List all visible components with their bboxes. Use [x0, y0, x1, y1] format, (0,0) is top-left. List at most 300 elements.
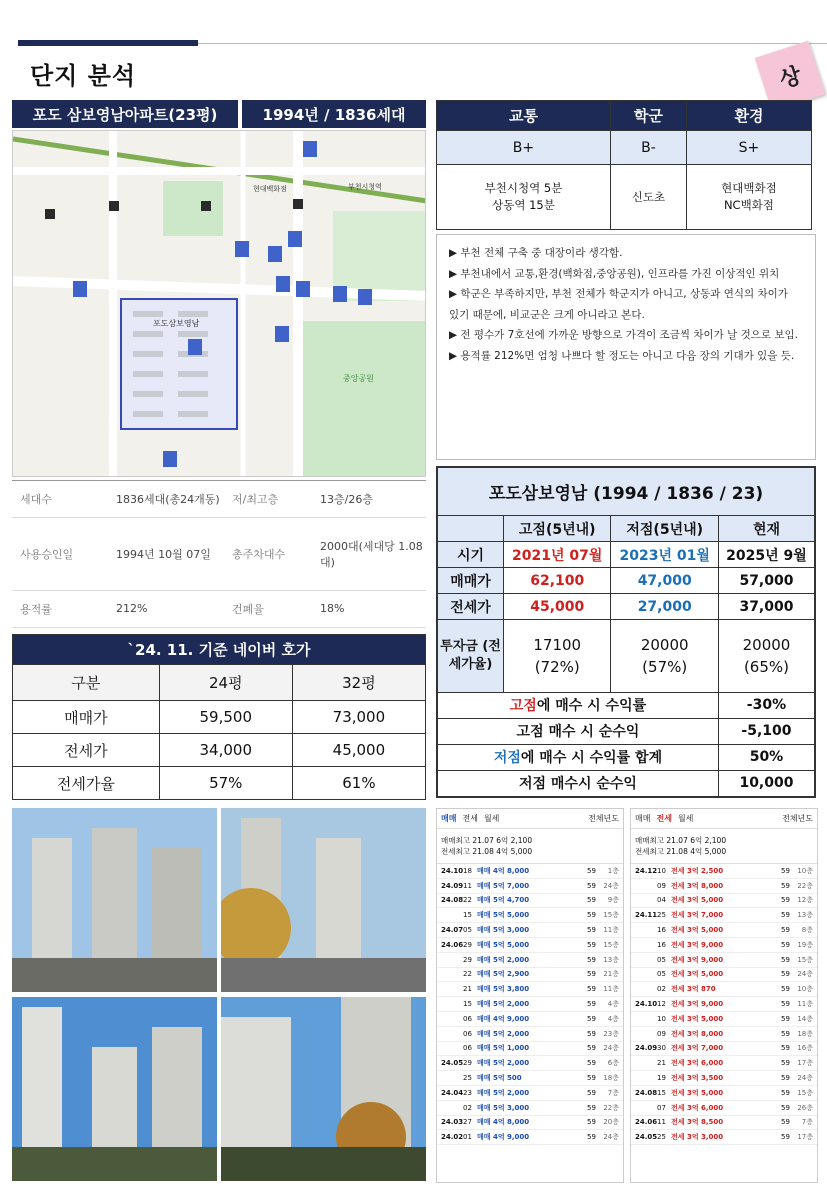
- list-price: 전세 3억 3,500: [671, 1074, 724, 1083]
- list-size: 59: [587, 926, 596, 935]
- school-detail: 신도초: [610, 165, 686, 230]
- list-floor: 14층: [797, 1014, 813, 1023]
- list-day: 09: [657, 881, 666, 890]
- grade-school: B-: [610, 131, 686, 165]
- list-item[interactable]: [631, 997, 817, 1012]
- photo-1: [12, 808, 217, 992]
- list-price: 전세 3억 8,000: [671, 1029, 724, 1038]
- list-item[interactable]: [437, 1071, 623, 1086]
- list-size: 59: [587, 1133, 596, 1142]
- list-price: 전세 3억 6,000: [671, 1059, 724, 1068]
- list-floor: 24층: [603, 881, 619, 890]
- list-day: 29: [463, 1059, 472, 1068]
- list-price: 매매 5억 2,000: [477, 955, 530, 964]
- info-households-label: 세대수: [12, 481, 108, 517]
- list-item[interactable]: [631, 1027, 817, 1042]
- naver-row-label: 매매가: [13, 701, 160, 734]
- list-size: 59: [781, 970, 790, 979]
- list-size: 59: [587, 1029, 596, 1038]
- grade-badge: 상: [755, 41, 826, 112]
- list-date: 24.12: [635, 866, 658, 875]
- info-parking-label: 총주차대수: [224, 517, 312, 590]
- summary-high-yield: 고점에 매수 시 수익률: [438, 692, 719, 718]
- info-parking: 2000대(세대당 1.08대): [312, 517, 426, 590]
- list-size: 59: [587, 1014, 596, 1023]
- list-date: 24.02: [441, 1133, 464, 1142]
- list-highs: 매매최고 21.07 6억 2,100 전세최고 21.08 4억 5,000: [437, 829, 623, 864]
- list-size: 59: [587, 985, 596, 994]
- list-date: 24.10: [635, 1000, 658, 1009]
- list-price: 전세 3억 9,000: [671, 1000, 724, 1009]
- list-day: 29: [463, 940, 472, 949]
- list-price: 전세 3억 870: [671, 985, 716, 994]
- sale-label: 매매가: [438, 568, 504, 594]
- list-floor: 9층: [607, 896, 619, 905]
- list-item[interactable]: [437, 879, 623, 894]
- jeonse-label: 전세가: [438, 594, 504, 620]
- naver-header-category: 구분: [13, 665, 160, 701]
- list-day: 22: [463, 896, 472, 905]
- list-floor: 24층: [797, 1074, 813, 1083]
- list-day: 30: [657, 1044, 666, 1053]
- list-date: 24.08: [441, 896, 464, 905]
- list-size: 59: [587, 1088, 596, 1097]
- list-day: 25: [463, 1074, 472, 1083]
- list-floor: 6층: [607, 1059, 619, 1068]
- list-day: 23: [463, 1088, 472, 1097]
- title-accent-bar: [18, 40, 198, 46]
- list-item[interactable]: [631, 1042, 817, 1057]
- list-tabs: [631, 809, 817, 829]
- list-size: 59: [781, 955, 790, 964]
- list-day: 15: [463, 911, 472, 920]
- list-item[interactable]: [631, 1012, 817, 1027]
- list-size: 59: [587, 866, 596, 875]
- list-day: 11: [657, 1118, 666, 1127]
- list-size: 59: [781, 1118, 790, 1127]
- list-price: 매매 5억 5,000: [477, 940, 530, 949]
- list-day: 05: [657, 970, 666, 979]
- summary-low-yield: 저점에 매수 시 수익률 합계: [438, 744, 719, 770]
- naver-row-label: 전세가: [13, 734, 160, 767]
- photo-3: [12, 997, 217, 1181]
- list-floor: 18층: [797, 1029, 813, 1038]
- info-floors: 13층/26층: [312, 481, 426, 517]
- list-floor: 11층: [603, 926, 619, 935]
- period-high: 2021년 07월: [504, 542, 611, 568]
- invest-now: 20000 (65%): [718, 620, 814, 692]
- list-day: 01: [463, 1133, 472, 1142]
- jeonse-low: 27,000: [611, 594, 718, 620]
- price-header-now: 현재: [718, 516, 814, 542]
- price-header-high: 고점(5년내): [504, 516, 611, 542]
- sale-low: 47,000: [611, 568, 718, 594]
- list-price: 전세 3억 8,500: [671, 1118, 724, 1127]
- list-item[interactable]: [437, 1101, 623, 1116]
- list-day: 06: [463, 1014, 472, 1023]
- complex-year-units: 1994년 / 1836세대: [242, 100, 426, 128]
- naver-cell: 59,500: [159, 701, 292, 734]
- map-label-complex: 포도삼보영남: [153, 319, 200, 328]
- tab-sale[interactable]: 매매: [441, 814, 457, 823]
- list-price: 매매 5억 4,700: [477, 896, 530, 905]
- list-size: 59: [587, 955, 596, 964]
- tab-monthly[interactable]: 월세: [677, 814, 694, 823]
- list-price: 매매 4억 9,000: [477, 1014, 530, 1023]
- list-size: 59: [587, 1103, 596, 1112]
- list-price: 매매 5억 3,000: [477, 926, 530, 935]
- list-day: 21: [657, 1059, 666, 1068]
- list-price: 매매 5억 5,000: [477, 911, 530, 920]
- naver-cell: 61%: [292, 767, 425, 800]
- info-approval-label: 사용승인일: [12, 517, 108, 590]
- list-item[interactable]: [631, 982, 817, 997]
- list-date: 24.10: [441, 866, 464, 875]
- info-households: 1836세대(총24개동): [108, 481, 224, 517]
- list-highs: 매매최고 21.07 6억 2,100 전세최고 21.08 4억 5,000: [631, 829, 817, 864]
- list-price: 전세 3억 3,000: [671, 1133, 724, 1142]
- list-price: 전세 3억 5,000: [671, 1014, 724, 1023]
- list-floor: 26층: [797, 1103, 813, 1112]
- list-day: 02: [657, 985, 666, 994]
- list-price: 전세 3억 7,000: [671, 911, 724, 920]
- summary-high-yield-value: -30%: [718, 692, 814, 718]
- list-day: 22: [463, 970, 472, 979]
- environment-detail: 현대백화점 NC백화점: [686, 165, 811, 230]
- list-day: 21: [463, 985, 472, 994]
- list-item[interactable]: [631, 908, 817, 923]
- list-item[interactable]: [631, 1086, 817, 1101]
- list-day: 04: [657, 896, 666, 905]
- rating-header-environment: 환경: [686, 101, 811, 131]
- list-price: 전세 3억 5,000: [671, 1088, 724, 1097]
- list-size: 59: [587, 881, 596, 890]
- list-size: 59: [587, 1118, 596, 1127]
- list-date: 24.05: [441, 1059, 464, 1068]
- list-item[interactable]: [631, 1071, 817, 1086]
- list-price: 매매 5억 2,000: [477, 1088, 530, 1097]
- list-floor: 16층: [797, 1044, 813, 1053]
- list-day: 05: [657, 955, 666, 964]
- info-bcr: 18%: [312, 590, 426, 627]
- list-item[interactable]: [437, 894, 623, 909]
- list-size: 59: [781, 896, 790, 905]
- list-date: 24.06: [635, 1118, 658, 1127]
- list-day: 06: [463, 1044, 472, 1053]
- info-far-label: 용적률: [12, 590, 108, 627]
- transport-detail: 부천시청역 5분 상동역 15분: [437, 165, 611, 230]
- list-floor: 13층: [797, 911, 813, 920]
- list-tabs: [437, 809, 623, 829]
- invest-low: 20000 (57%): [611, 620, 718, 692]
- info-approval: 1994년 10월 07일: [108, 517, 224, 590]
- note-line: ▶ 전 평수가 7호선에 가까운 방향으로 가격이 조금씩 차이가 날 것으로 보임.: [449, 329, 798, 341]
- note-line: ▶ 부천 전체 구축 중 대장이라 생각함.: [449, 247, 623, 259]
- list-size: 59: [781, 985, 790, 994]
- grade-environment: S+: [686, 131, 811, 165]
- list-rows: [437, 864, 623, 1145]
- list-day: 10: [657, 866, 666, 875]
- list-day: 25: [657, 1133, 666, 1142]
- note-line: ▶ 부천내에서 교통,환경(백화점,중앙공원), 인프라를 가진 이상적인 위치: [449, 267, 780, 280]
- tab-jeonse[interactable]: 전세: [462, 814, 478, 823]
- list-day: 05: [463, 926, 472, 935]
- list-floor: 15층: [797, 955, 813, 964]
- sale-high: 62,100: [504, 568, 611, 594]
- list-floor: 12층: [797, 896, 813, 905]
- list-day: 16: [657, 940, 666, 949]
- list-item[interactable]: [437, 1116, 623, 1131]
- list-size: 59: [587, 1074, 596, 1083]
- list-item[interactable]: [437, 968, 623, 983]
- list-day: 15: [657, 1088, 666, 1097]
- list-day: 16: [657, 926, 666, 935]
- map-graphic: [13, 131, 426, 477]
- list-price: 매매 5억 3,000: [477, 1103, 530, 1112]
- list-price: 매매 4억 9,000: [477, 1133, 530, 1142]
- list-item[interactable]: [631, 1101, 817, 1116]
- period-now: 2025년 9월: [718, 542, 814, 568]
- list-date: 24.09: [441, 881, 464, 890]
- naver-header-24: 24평: [159, 665, 292, 701]
- list-item[interactable]: [631, 879, 817, 894]
- tab-sale[interactable]: 매매: [635, 814, 651, 823]
- list-floor: 7층: [801, 1118, 813, 1127]
- price-header-low: 저점(5년내): [611, 516, 718, 542]
- list-floor: 8층: [801, 926, 813, 935]
- list-day: 06: [463, 1029, 472, 1038]
- list-date: 24.08: [635, 1088, 658, 1097]
- list-floor: 22층: [603, 1103, 619, 1112]
- list-floor: 4층: [607, 1000, 619, 1009]
- list-date: 24.09: [635, 1044, 658, 1053]
- list-day: 19: [657, 1074, 666, 1083]
- price-header-blank: [438, 516, 504, 542]
- list-date: 24.05: [635, 1133, 658, 1142]
- summary-low-profit-value: 10,000: [718, 770, 814, 796]
- jeonse-now: 37,000: [718, 594, 814, 620]
- list-item[interactable]: [437, 864, 623, 879]
- rating-header-transport: 교통: [437, 101, 611, 131]
- sale-now: 57,000: [718, 568, 814, 594]
- list-day: 09: [657, 1029, 666, 1038]
- complex-info-table: [12, 480, 426, 628]
- list-item[interactable]: [437, 1042, 623, 1057]
- list-size: 59: [587, 1059, 596, 1068]
- list-item[interactable]: [631, 1116, 817, 1131]
- list-size: 59: [587, 911, 596, 920]
- list-floor: 15층: [797, 1088, 813, 1097]
- price-table-title: 포도삼보영남 (1994 / 1836 / 23): [438, 468, 815, 516]
- list-price: 전세 3억 9,000: [671, 955, 724, 964]
- list-floor: 11층: [603, 985, 619, 994]
- rating-header-school: 학군: [610, 101, 686, 131]
- complex-photos: [12, 808, 426, 1183]
- map-label-department: 현대백화점: [253, 185, 287, 193]
- list-size: 59: [587, 970, 596, 979]
- list-rows: [631, 864, 817, 1145]
- info-far: 212%: [108, 590, 224, 627]
- ratings-table: [436, 100, 812, 230]
- list-item[interactable]: [437, 1056, 623, 1071]
- list-floor: 22층: [797, 881, 813, 890]
- list-size: 59: [781, 926, 790, 935]
- list-floor: 19층: [797, 940, 813, 949]
- list-item[interactable]: [631, 968, 817, 983]
- list-price: 전세 3억 7,000: [671, 1044, 724, 1053]
- list-item[interactable]: [437, 982, 623, 997]
- invest-label: 투자금 (전세가율): [438, 620, 504, 692]
- list-day: 12: [657, 1000, 666, 1009]
- list-floor: 4층: [607, 1014, 619, 1023]
- tab-jeonse[interactable]: 전세: [656, 814, 672, 823]
- list-item[interactable]: [437, 1027, 623, 1042]
- jeonse-transaction-list: [630, 808, 818, 1183]
- list-price: 매매 5억 2,000: [477, 1000, 530, 1009]
- jeonse-high: 45,000: [504, 594, 611, 620]
- naver-cell: 34,000: [159, 734, 292, 767]
- list-price: 매매 5억 3,800: [477, 985, 530, 994]
- list-floor: 10층: [797, 866, 813, 875]
- list-item[interactable]: [437, 1130, 623, 1145]
- list-price: 매매 5억 2,000: [477, 1059, 530, 1068]
- list-size: 59: [781, 1029, 790, 1038]
- list-item[interactable]: [631, 923, 817, 938]
- list-size: 59: [781, 881, 790, 890]
- list-size: 59: [781, 1133, 790, 1142]
- list-floor: 24층: [797, 970, 813, 979]
- list-price: 전세 3억 5,000: [671, 896, 724, 905]
- list-floor: 15층: [603, 911, 619, 920]
- list-floor: 1층: [607, 866, 619, 875]
- list-day: 25: [657, 911, 666, 920]
- note-line: ▶ 용적률 212%면 엄청 나쁘다 할 정도는 아니고 다음 장의 기대가 있을 듯.: [449, 349, 795, 362]
- list-item[interactable]: [437, 908, 623, 923]
- list-price: 매매 5억 1,000: [477, 1044, 530, 1053]
- list-floor: 23층: [603, 1029, 619, 1038]
- naver-row-label: 전세가율: [13, 767, 160, 800]
- list-price: 매매 5억 2,900: [477, 970, 530, 979]
- note-line: ▶ 학군은 부족하지만, 부천 전체가 학군지가 아니고, 상동과 연식의 차이가: [449, 288, 788, 300]
- list-price: 매매 4억 8,000: [477, 866, 530, 875]
- list-item[interactable]: [437, 1086, 623, 1101]
- naver-cell: 57%: [159, 767, 292, 800]
- page-title: 단지 분석: [30, 62, 137, 90]
- list-item[interactable]: [631, 938, 817, 953]
- summary-high-profit-value: -5,100: [718, 718, 814, 744]
- list-item[interactable]: [631, 864, 817, 879]
- naver-cell: 45,000: [292, 734, 425, 767]
- info-bcr-label: 건폐율: [224, 590, 312, 627]
- list-item[interactable]: [631, 1130, 817, 1145]
- list-day: 27: [463, 1118, 472, 1127]
- map-label-park: 중앙공원: [343, 374, 374, 383]
- list-item[interactable]: [631, 1056, 817, 1071]
- list-floor: 11층: [797, 1000, 813, 1009]
- list-floor: 21층: [603, 970, 619, 979]
- list-item[interactable]: [631, 894, 817, 909]
- list-size: 59: [781, 1014, 790, 1023]
- list-item[interactable]: [437, 953, 623, 968]
- invest-high: 17100 (72%): [504, 620, 611, 692]
- grade-transport: B+: [437, 131, 611, 165]
- period-label: 시기: [438, 542, 504, 568]
- list-floor: 24층: [603, 1133, 619, 1142]
- complex-name: 포도 삼보영남아파트(23평): [12, 100, 238, 128]
- list-price: 매매 5억 7,000: [477, 881, 530, 890]
- naver-price-table: [12, 634, 426, 800]
- list-floor: 18층: [603, 1074, 619, 1083]
- list-day: 29: [463, 955, 472, 964]
- list-item[interactable]: [437, 923, 623, 938]
- list-size: 59: [587, 1044, 596, 1053]
- list-day: 18: [463, 866, 472, 875]
- analysis-notes: [436, 234, 816, 460]
- list-size: 59: [781, 911, 790, 920]
- price-history-table: [436, 466, 816, 798]
- list-size: 59: [587, 896, 596, 905]
- list-item[interactable]: [631, 953, 817, 968]
- summary-high-profit: 고점 매수 시 순수익: [438, 718, 719, 744]
- list-size: 59: [781, 1103, 790, 1112]
- list-size: 59: [781, 1088, 790, 1097]
- list-floor: 24층: [603, 1044, 619, 1053]
- list-floor: 7층: [607, 1088, 619, 1097]
- naver-cell: 73,000: [292, 701, 425, 734]
- list-price: 전세 3억 5,000: [671, 970, 724, 979]
- tab-monthly[interactable]: 월세: [483, 814, 500, 823]
- list-size: 59: [587, 1000, 596, 1009]
- list-size: 59: [781, 1059, 790, 1068]
- list-date: 24.04: [441, 1088, 464, 1097]
- list-day: 10: [657, 1014, 666, 1023]
- list-item[interactable]: [437, 938, 623, 953]
- period-low: 2023년 01월: [611, 542, 718, 568]
- list-price: 매매 5억 500: [477, 1074, 522, 1083]
- list-size: 59: [781, 866, 790, 875]
- list-price: 전세 3억 8,000: [671, 881, 724, 890]
- list-date: 24.11: [635, 911, 658, 920]
- list-size: 59: [587, 940, 596, 949]
- note-line: 있기 때문에, 비교군은 크게 아니라고 본다.: [449, 308, 645, 321]
- location-map: [12, 130, 426, 477]
- list-price: 전세 3억 6,000: [671, 1103, 724, 1112]
- list-floor: 15층: [603, 940, 619, 949]
- year-filter[interactable]: 전체년도: [588, 814, 619, 823]
- naver-header-32: 32평: [292, 665, 425, 701]
- list-size: 59: [781, 1044, 790, 1053]
- year-filter[interactable]: 전체년도: [782, 814, 813, 823]
- list-price: 매매 5억 2,000: [477, 1029, 530, 1038]
- map-label-station: 부천시청역: [348, 183, 382, 191]
- photo-2: [221, 808, 426, 992]
- list-date: 24.06: [441, 940, 464, 949]
- list-floor: 17층: [797, 1059, 813, 1068]
- list-item[interactable]: [437, 1012, 623, 1027]
- list-floor: 17층: [797, 1133, 813, 1142]
- list-item[interactable]: [437, 997, 623, 1012]
- list-date: 24.03: [441, 1118, 464, 1127]
- list-day: 11: [463, 881, 472, 890]
- list-price: 전세 3억 9,000: [671, 940, 724, 949]
- info-floors-label: 저/최고층: [224, 481, 312, 517]
- list-size: 59: [781, 1000, 790, 1009]
- list-day: 02: [463, 1103, 472, 1112]
- list-day: 07: [657, 1103, 666, 1112]
- list-price: 전세 3억 5,000: [671, 926, 724, 935]
- list-floor: 10층: [797, 985, 813, 994]
- list-size: 59: [781, 940, 790, 949]
